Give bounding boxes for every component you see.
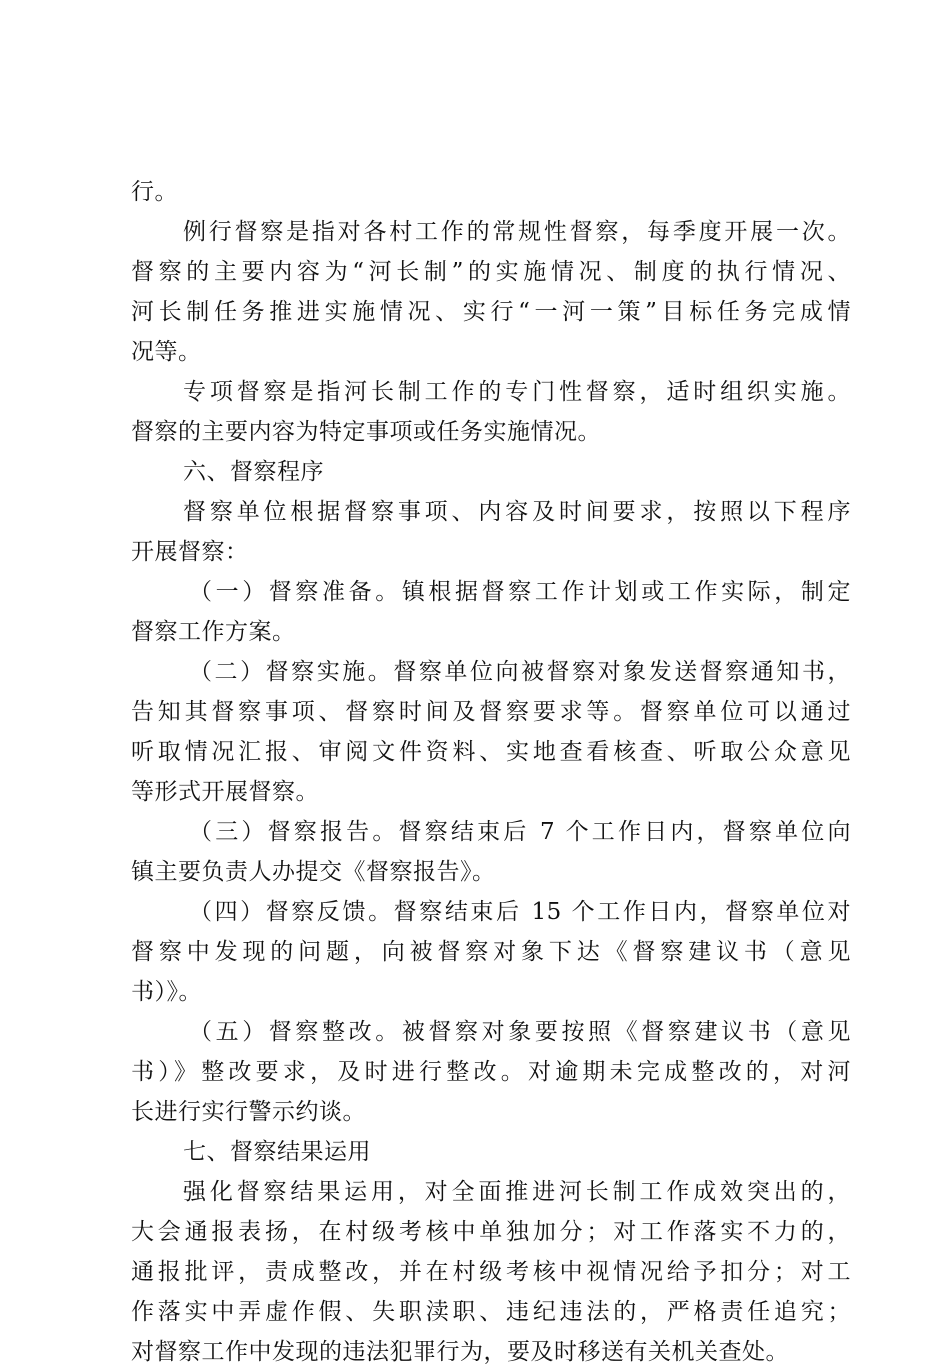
text-line: 长进行实行警示约谈。 xyxy=(131,1099,366,1125)
text-line: 行。 xyxy=(131,179,178,205)
text-line: （五）督察整改。被督察对象要按照《督察建议书（意见 xyxy=(189,1019,851,1045)
paragraph xyxy=(131,1172,851,1372)
text-line: 专项督察是指河长制工作的专门性督察，适时组织实施。 xyxy=(183,379,851,405)
text-line: （三）督察报告。督察结束后 7 个工作日内，督察单位向 xyxy=(189,819,851,845)
paragraph xyxy=(131,492,851,572)
text-line: 听取情况汇报、审阅文件资料、实地查看核查、听取公众意见 xyxy=(131,739,851,765)
text-line: （二）督察实施。督察单位向被督察对象发送督察通知书， xyxy=(189,659,851,685)
paragraph xyxy=(131,892,851,1012)
text-line: 通报批评，责成整改，并在村级考核中视情况给予扣分；对工 xyxy=(131,1259,851,1285)
paragraph xyxy=(131,212,851,372)
paragraph xyxy=(131,1012,851,1132)
section-heading xyxy=(131,452,851,492)
text-line: 强化督察结果运用，对全面推进河长制工作成效突出的， xyxy=(183,1179,851,1205)
text-line: 督察中发现的问题，向被督察对象下达《督察建议书（意见 xyxy=(131,939,851,965)
section-heading xyxy=(131,1132,851,1172)
text-line: 六、督察程序 xyxy=(183,459,324,485)
text-line: （一）督察准备。镇根据督察工作计划或工作实际，制定 xyxy=(189,579,851,605)
text-line: 七、督察结果运用 xyxy=(183,1139,371,1165)
text-line: 督察单位根据督察事项、内容及时间要求，按照以下程序 xyxy=(183,499,851,525)
text-line: （四）督察反馈。督察结束后 15 个工作日内，督察单位对 xyxy=(189,899,851,925)
text-line: 督察的主要内容为“河长制”的实施情况、制度的执行情况、 xyxy=(131,259,851,285)
text-line: 开展督察： xyxy=(131,539,249,565)
paragraph xyxy=(131,652,851,812)
text-line: 大会通报表扬，在村级考核中单独加分；对工作落实不力的， xyxy=(131,1219,851,1245)
text-line: 况等。 xyxy=(131,339,202,365)
paragraph xyxy=(131,812,851,892)
text-line: 告知其督察事项、督察时间及督察要求等。督察单位可以通过 xyxy=(131,699,851,725)
text-line: 例行督察是指对各村工作的常规性督察，每季度开展一次。 xyxy=(183,219,851,245)
paragraph xyxy=(131,572,851,652)
paragraph xyxy=(131,172,851,212)
document-body xyxy=(131,172,851,1372)
text-line: 等形式开展督察。 xyxy=(131,779,319,805)
text-line: 作落实中弄虚作假、失职渎职、违纪违法的，严格责任追究； xyxy=(131,1299,851,1325)
text-line: 镇主要负责人办提交《督察报告》。 xyxy=(131,859,496,885)
text-line: 河长制任务推进实施情况、实行“一河一策”目标任务完成情 xyxy=(131,299,851,325)
paragraph xyxy=(131,372,851,452)
text-line: 督察工作方案。 xyxy=(131,619,296,645)
text-line: 书）》。 xyxy=(131,979,202,1005)
text-line: 对督察工作中发现的违法犯罪行为，要及时移送有关机关查处。 xyxy=(131,1339,789,1365)
text-line: 督察的主要内容为特定事项或任务实施情况。 xyxy=(131,419,601,445)
text-line: 书）》整改要求，及时进行整改。对逾期未完成整改的，对河 xyxy=(131,1059,851,1085)
